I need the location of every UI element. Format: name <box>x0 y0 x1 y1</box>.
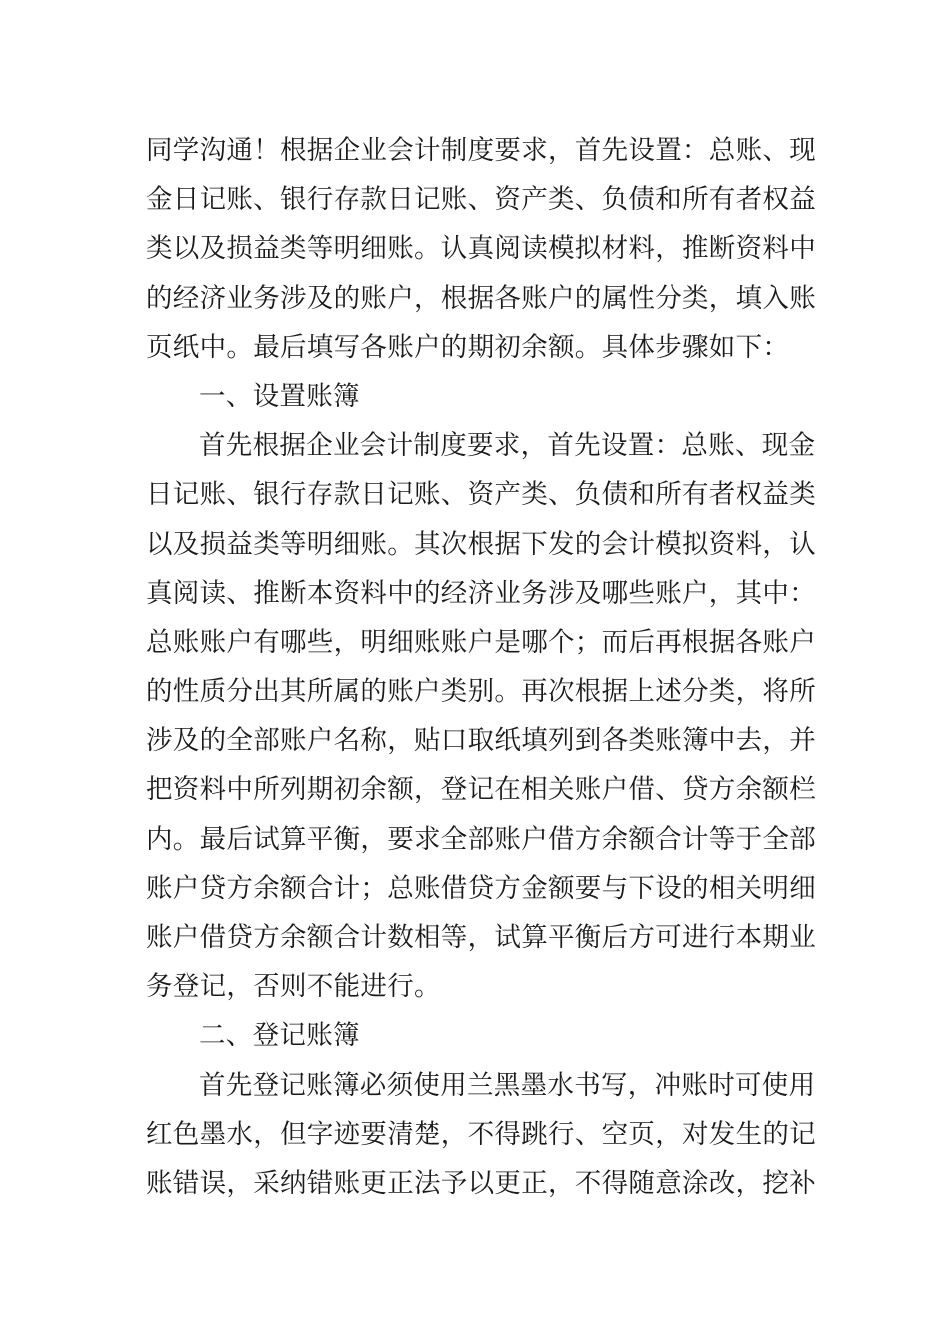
text-line: 的经济业务涉及的账户，根据各账户的属性分类，填入账 <box>146 282 816 314</box>
section-heading-1: 一、设置账簿 <box>199 380 360 412</box>
text-line: 涉及的全部账户名称，贴口取纸填列到各类账簿中去，并 <box>146 725 816 757</box>
text-line: 务登记，否则不能进行。 <box>146 971 441 1003</box>
text-line: 同学沟通！根据企业会计制度要求，首先设置：总账、现 <box>146 135 816 166</box>
text-line: 首先登记账簿必须使用兰黑墨水书写，冲账时可使用 <box>199 1069 816 1101</box>
text-line: 账户借贷方余额合计数相等，试算平衡后方可进行本期业 <box>146 922 816 953</box>
text-line: 内。最后试算平衡，要求全部账户借方余额合计等于全部 <box>146 823 816 855</box>
text-line: 总账账户有哪些，明细账账户是哪个；而后再根据各账户 <box>146 626 816 658</box>
section-heading-2: 二、登记账簿 <box>199 1020 360 1052</box>
text-line: 的性质分出其所属的账户类别。再次根据上述分类，将所 <box>146 676 816 708</box>
text-line: 红色墨水，但字迹要清楚，不得跳行、空页，对发生的记 <box>146 1118 816 1150</box>
text-line: 账错误，采纳错账更正法予以更正，不得随意涂改，挖补 <box>146 1167 816 1199</box>
text-line: 把资料中所列期初余额，登记在相关账户借、贷方余额栏 <box>146 774 816 806</box>
text-line: 类以及损益类等明细账。认真阅读模拟材料，推断资料中 <box>146 233 816 265</box>
body-text <box>146 126 816 1208</box>
text-line: 金日记账、银行存款日记账、资产类、负债和所有者权益 <box>146 184 816 216</box>
text-line: 以及损益类等明细账。其次根据下发的会计模拟资料，认 <box>146 528 816 560</box>
text-line: 首先根据企业会计制度要求，首先设置：总账、现金 <box>199 430 816 462</box>
text-line: 页纸中。最后填写各账户的期初余额。具体步骤如下： <box>146 331 790 363</box>
text-line: 日记账、银行存款日记账、资产类、负债和所有者权益类 <box>146 479 816 511</box>
text-line: 账户贷方余额合计；总账借贷方金额要与下设的相关明细 <box>146 872 816 904</box>
text-line: 真阅读、推断本资料中的经济业务涉及哪些账户，其中： <box>146 577 816 609</box>
